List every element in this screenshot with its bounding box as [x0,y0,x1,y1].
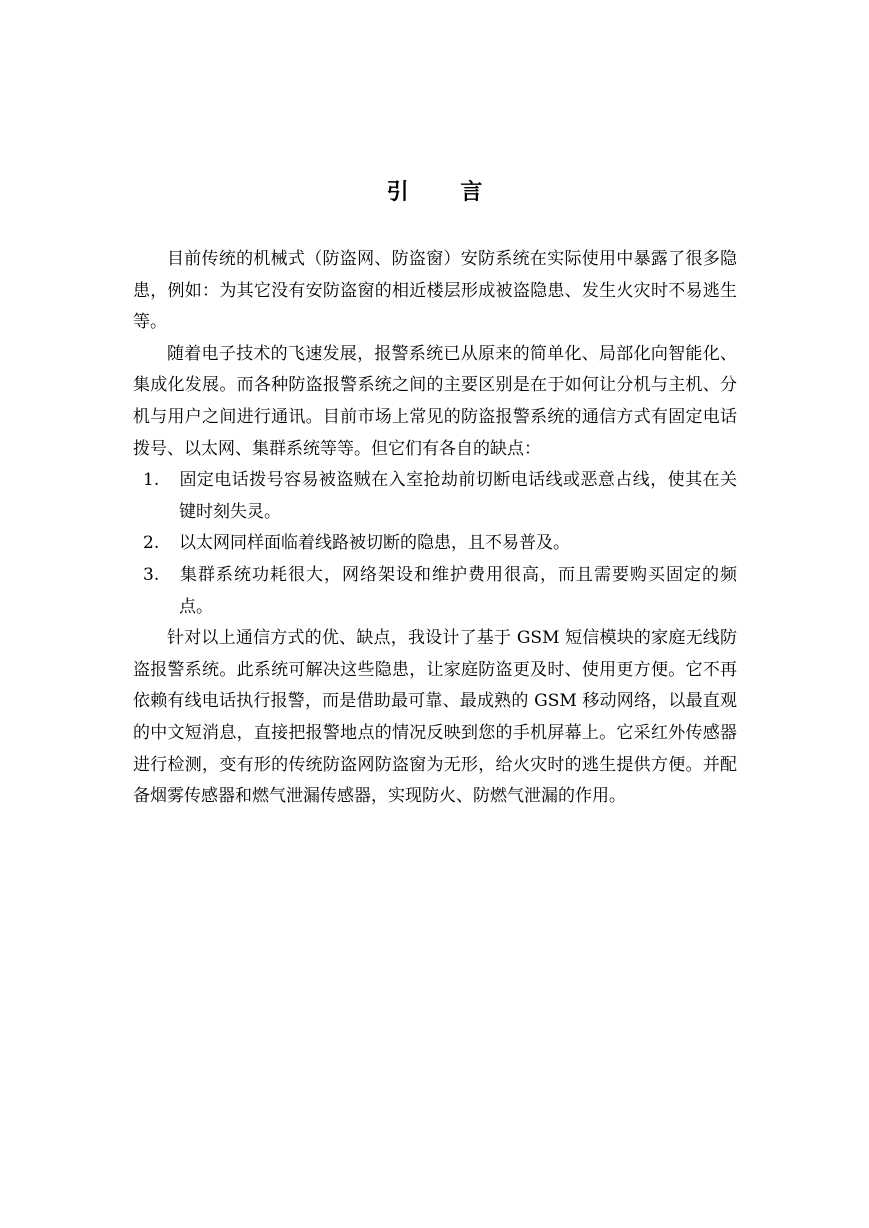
list-item-number: 2. [143,533,160,554]
list-item-number: 1. [143,470,160,491]
list-item [133,528,737,560]
paragraph-2: 随着电子技术的飞速发展，报警系统已从原来的简单化、局部化向智能化、集成化发展。而各种防盗报警系统之间的主要区别是在于如何让分机与主机、分机与用户之间进行通讯。目前市场上常见的防盗报警系统的通信方式有固定电话拨号、以太网、集群系统等等。但它们有各自的缺点： [133,343,737,459]
list-item-text: 集群系统功耗很大，网络架设和维护费用很高，而且需要购买固定的频点。 [179,564,737,617]
list-item [133,560,737,623]
list-item-number: 3. [143,564,160,585]
paragraph-1: 目前传统的机械式（防盗网、防盗窗）安防系统在实际使用中暴露了很多隐患，例如：为其它没有安防盗窗的相近楼层形成被盗隐患、发生火灾时不易逃生等。 [133,249,737,333]
list-item [133,465,737,528]
paragraph-3: 针对以上通信方式的优、缺点，我设计了基于 GSM 短信模块的家庭无线防盗报警系统。此系统可解决这些隐患，让家庭防盗更及时、使用更方便。它不再依赖有线电话执行报警，而是借助最可靠、最成熟的 GSM 移动网络，以最直观的中文短消息，直接把报警地点的情况反映到您的手机屏幕上。它采红外传感器进行检测，变有形的传统防盗网防盗窗为无形，给火灾时的逃生提供方便。并配备烟雾传感器和燃气泄漏传感器，实现防火、防燃气泄漏的作用。 [133,628,737,807]
list-item-text: 以太网同样面临着线路被切断的隐患，且不易普及。 [179,533,570,554]
page-title: 引 言 [386,180,505,205]
document-body [133,244,737,813]
list-item-text: 固定电话拨号容易被盗贼在入室抢劫前切断电话线或恶意占线，使其在关键时刻失灵。 [179,470,737,522]
